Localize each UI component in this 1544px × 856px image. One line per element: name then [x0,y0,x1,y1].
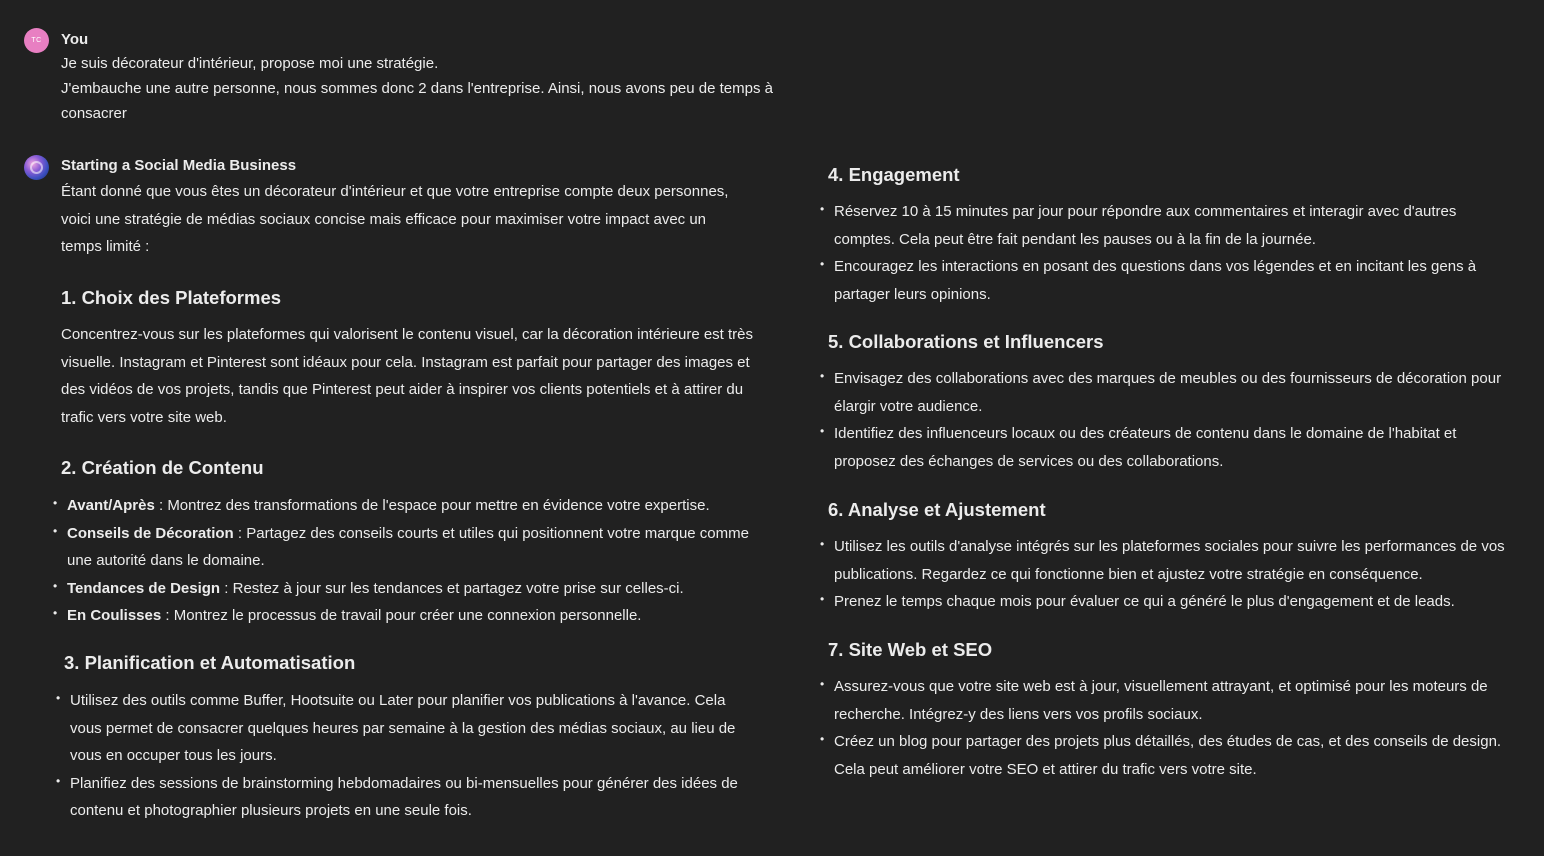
section-title-platforms: 1. Choix des Plateformes [61,287,282,308]
list-item: • Créez un blog pour partager des projets plus détaillés, des études de cas, et des conseils de design. Cela peut améliorer votre SEO et attirer du trafic vers votre site. [820,728,1510,783]
section-title-engagement: 4. Engagement [828,164,960,185]
list-item-text: : Montrez des transformations de l'espace pour mettre en évidence votre expertise. [154,497,710,514]
list-item-term: Avant/Après [67,497,155,514]
list-item-term: En Coulisses [67,607,162,624]
section-title-collaborations: 5. Collaborations et Influencers [828,331,1104,352]
content-list [53,492,753,630]
list-item: • Encouragez les interactions en posant des questions dans vos légendes et en incitant les gens à partager leurs opinions. [820,253,1510,308]
list-item: • Utilisez les outils d'analyse intégrés sur les plateformes sociales pour suivre les performances de vos publications. Regardez ce qui fonctionne bien et ajustez votre stratégie en conséquence. [820,533,1510,588]
list-item: • Utilisez des outils comme Buffer, Hootsuite ou Later pour planifier vos publications à l'avance. Cela vous permet de consacrer quelques heures par semaine à la gestion des médias sociaux, au lieu de vous en occuper tous les jours. [56,687,756,770]
user-avatar-initials: TC [31,37,42,44]
engagement-list [820,198,1510,308]
user-message-line-1: Je suis décorateur d'intérieur, propose moi une stratégie. [61,55,439,72]
assistant-intro: Étant donné que vous êtes un décorateur d'intérieur et que votre entreprise compte deux personnes, voici une stratégie de médias sociaux concise mais efficace pour maximiser votre impact avec un temps limité : [61,183,729,255]
user-avatar[interactable] [24,28,49,53]
list-item [53,492,753,520]
planning-list [56,687,756,825]
list-item-term: Conseils de Décoration [67,524,234,542]
list-item: • Identifiez des influenceurs locaux ou des créateurs de contenu dans le domaine de l'habitat et proposez des échanges de services ou des collaborations. [820,420,1510,475]
section-title-planning: 3. Planification et Automatisation [64,652,356,673]
list-item-term: Tendances de Design [67,579,221,597]
assistant-author-name: Starting a Social Media Business [61,157,297,174]
list-item: • Planifiez des sessions de brainstorming hebdomadaires ou bi-mensuelles pour générer des idées de contenu et photographier plusieurs projets en une seule fois. [56,770,756,825]
list-item-text: : Montrez le processus de travail pour créer une connexion personnelle. [161,607,642,624]
user-message-line-2: J'embauche une autre personne, nous sommes donc 2 dans l'entreprise. Ainsi, nous avons peu de temps à consacrer [61,80,773,122]
list-item [53,602,753,630]
collaborations-list [820,365,1510,475]
section-title-content: 2. Création de Contenu [61,457,264,478]
seo-list [820,673,1510,783]
user-author-name: You [61,31,89,48]
list-item [53,520,753,575]
list-item: • Prenez le temps chaque mois pour évaluer ce qui a généré le plus d'engagement et de leads. [820,588,1510,616]
list-item [53,575,753,603]
assistant-avatar-icon [24,155,49,180]
list-item-text: : Partagez des conseils courts et utiles qui positionnent votre marque comme une autorité dans le domaine. [67,524,749,569]
list-item: • Assurez-vous que votre site web est à jour, visuellement attrayant, et optimisé pour les moteurs de recherche. Intégrez-y des liens vers vos profils sociaux. [820,673,1510,728]
list-item: • Envisagez des collaborations avec des marques de meubles ou des fournisseurs de décoration pour élargir votre audience. [820,365,1510,420]
list-item: • Réservez 10 à 15 minutes par jour pour répondre aux commentaires et interagir avec d'autres comptes. Cela peut être fait pendant les pauses ou à la fin de la journée. [820,198,1510,253]
section-paragraph-platforms: Concentrez-vous sur les plateformes qui valorisent le contenu visuel, car la décoration intérieure est très visuelle. Instagram et Pinterest sont idéaux pour cela. Instagram est parfait pour partager des images et des vidéos de vos projets, tandis que Pinterest peut aider à inspirer vos clients potentiels et à attirer du trafic vers votre site web. [61,326,754,426]
analysis-list [820,533,1510,616]
list-item-text: : Restez à jour sur les tendances et partagez votre prise sur celles-ci. [220,579,684,597]
section-title-seo: 7. Site Web et SEO [828,639,993,660]
section-title-analysis: 6. Analyse et Ajustement [828,499,1046,520]
